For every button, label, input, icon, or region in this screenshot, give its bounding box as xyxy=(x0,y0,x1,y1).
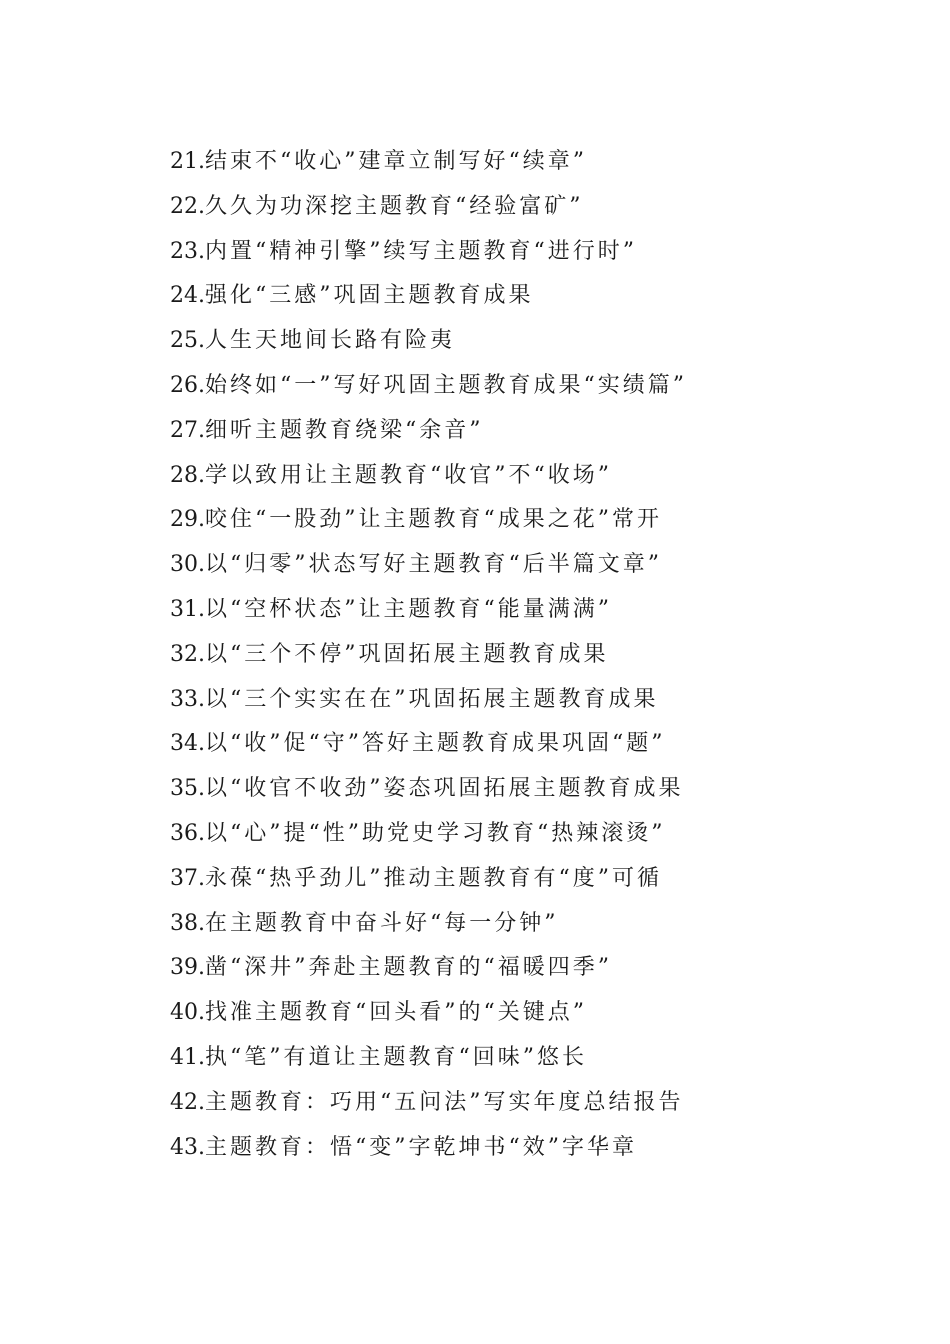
item-title: 永葆“热乎劲儿”推动主题教育有“度”可循 xyxy=(205,865,662,891)
item-title: 凿“深井”奔赴主题教育的“福暖四季” xyxy=(205,955,612,981)
list-item xyxy=(170,722,770,767)
list-item xyxy=(170,812,770,857)
list-item xyxy=(170,319,770,364)
item-number: 27. xyxy=(170,417,205,443)
item-number: 29. xyxy=(170,507,205,533)
item-number: 31. xyxy=(170,596,205,622)
list-item xyxy=(170,274,770,319)
list-item xyxy=(170,991,770,1036)
item-title: 以“收”促“守”答好主题教育成果巩固“题” xyxy=(205,731,666,757)
list-item xyxy=(170,678,770,723)
item-title: 以“归零”状态写好主题教育“后半篇文章” xyxy=(205,552,662,578)
item-number: 30. xyxy=(170,552,205,578)
list-item xyxy=(170,1081,770,1126)
list-item xyxy=(170,498,770,543)
list-item xyxy=(170,454,770,499)
item-number: 25. xyxy=(170,328,205,354)
item-title: 人生天地间长路有险夷 xyxy=(205,328,456,354)
item-title: 找准主题教育“回头看”的“关键点” xyxy=(205,1000,587,1026)
list-item xyxy=(170,140,770,185)
item-title: 在主题教育中奋斗好“每一分钟” xyxy=(205,910,559,936)
item-title: 以“空杯状态”让主题教育“能量满满” xyxy=(205,596,612,622)
item-title: 以“收官不收劲”姿态巩固拓展主题教育成果 xyxy=(205,776,684,802)
item-number: 32. xyxy=(170,641,205,667)
item-number: 40. xyxy=(170,1000,205,1026)
list-item xyxy=(170,767,770,812)
list-item xyxy=(170,230,770,275)
item-number: 35. xyxy=(170,776,205,802)
list-item xyxy=(170,946,770,991)
item-number: 42. xyxy=(170,1089,205,1115)
item-title: 强化“三感”巩固主题教育成果 xyxy=(205,283,534,309)
item-title: 始终如“一”写好巩固主题教育成果“实绩篇” xyxy=(205,372,687,398)
item-title: 主题教育：巧用“五问法”写实年度总结报告 xyxy=(205,1089,684,1115)
item-number: 39. xyxy=(170,955,205,981)
item-number: 37. xyxy=(170,865,205,891)
item-title: 结束不“收心”建章立制写好“续章” xyxy=(205,149,587,174)
list-item xyxy=(170,633,770,678)
list-item xyxy=(170,185,770,230)
item-number: 23. xyxy=(170,238,205,264)
item-number: 34. xyxy=(170,731,205,757)
list-item xyxy=(170,1126,770,1171)
item-number: 43. xyxy=(170,1134,205,1160)
item-title: 学以致用让主题教育“收官”不“收场” xyxy=(205,462,612,488)
item-number: 33. xyxy=(170,686,205,712)
item-title: 以“三个实实在在”巩固拓展主题教育成果 xyxy=(205,686,659,712)
item-number: 26. xyxy=(170,372,205,398)
item-number: 21. xyxy=(170,149,205,174)
title-list xyxy=(170,140,770,1170)
item-number: 38. xyxy=(170,910,205,936)
list-item xyxy=(170,543,770,588)
list-item xyxy=(170,902,770,947)
item-title: 久久为功深挖主题教育“经验富矿” xyxy=(205,193,584,219)
item-number: 22. xyxy=(170,193,205,219)
list-item xyxy=(170,588,770,633)
item-number: 28. xyxy=(170,462,205,488)
item-title: 内置“精神引擎”续写主题教育“进行时” xyxy=(205,238,637,264)
item-number: 36. xyxy=(170,820,205,846)
list-item xyxy=(170,409,770,454)
list-item xyxy=(170,1036,770,1081)
item-title: 咬住“一股劲”让主题教育“成果之花”常开 xyxy=(205,507,662,533)
item-title: 细听主题教育绕梁“余音” xyxy=(205,417,484,443)
item-number: 24. xyxy=(170,283,205,309)
item-title: 以“心”提“性”助党史学习教育“热辣滚烫” xyxy=(205,820,666,846)
list-item xyxy=(170,364,770,409)
item-title: 以“三个不停”巩固拓展主题教育成果 xyxy=(205,641,609,667)
item-title: 主题教育：悟“变”字乾坤书“效”字华章 xyxy=(205,1134,637,1160)
list-item xyxy=(170,857,770,902)
item-title: 执“笔”有道让主题教育“回味”悠长 xyxy=(205,1044,587,1070)
item-number: 41. xyxy=(170,1044,205,1070)
